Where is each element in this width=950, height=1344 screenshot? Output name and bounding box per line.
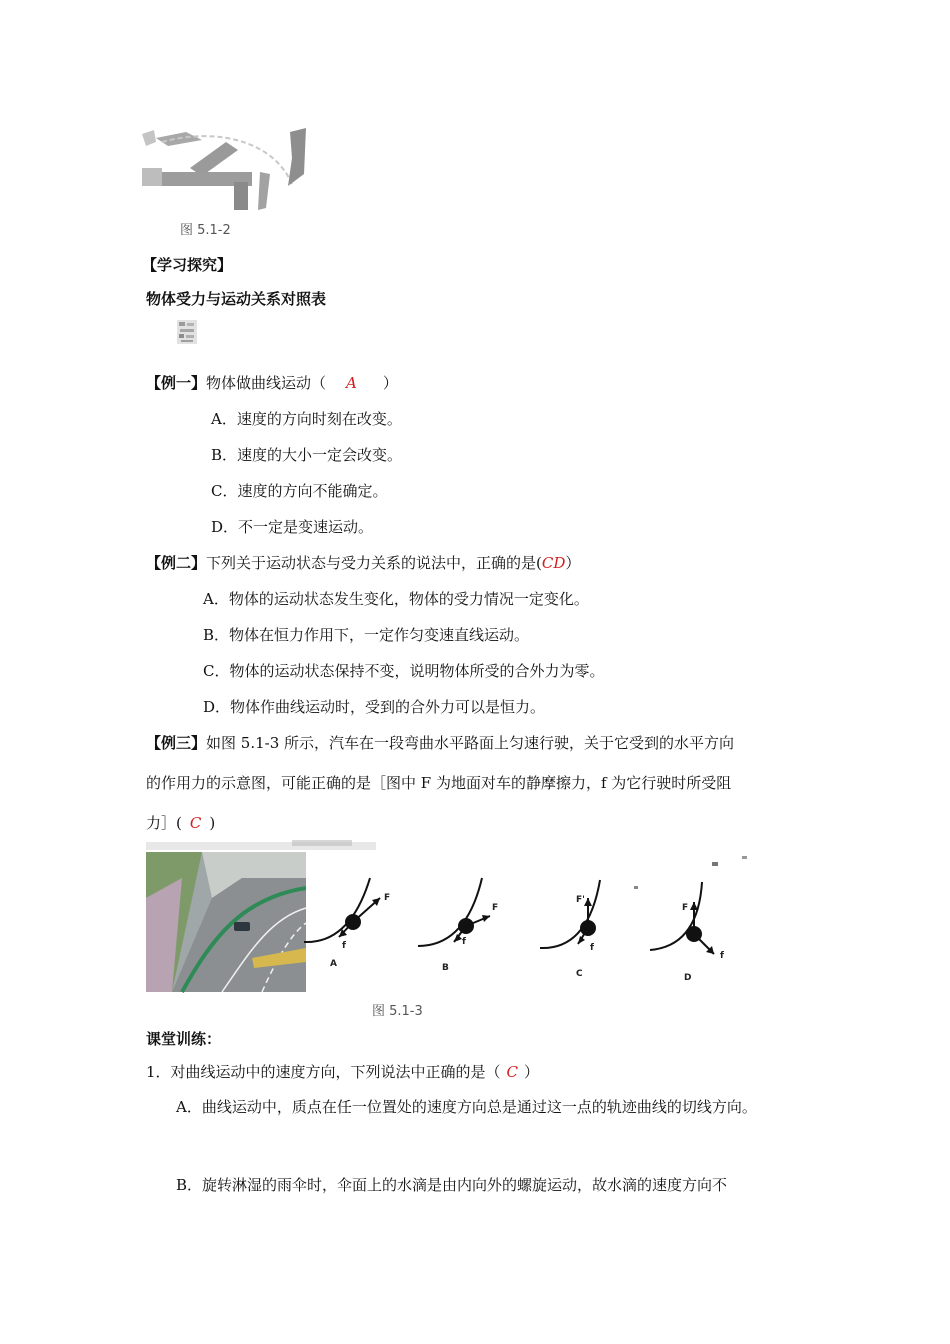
force-a-label-f-lower: f [342, 941, 346, 951]
force-a-label-f-upper: F [384, 893, 391, 903]
practice-q1-close: ） [524, 1063, 540, 1081]
example2-option-d: D．物体作曲线运动时，受到的合外力可以是恒力。 [203, 698, 546, 716]
force-b-label-f-upper: F [492, 903, 499, 913]
example2-option-b: B．物体在恒力作用下，一定作匀变速直线运动。 [203, 626, 530, 644]
practice-q1-option-a: A．曲线运动中，质点在任一位置处的速度方向总是通过这一点的轨迹曲线的切线方向。 [176, 1098, 757, 1116]
example3-answer: C [189, 814, 202, 832]
practice-q1-option-b: B．旋转淋湿的雨伞时，伞面上的水滴是由内向外的螺旋运动，故水滴的速度方向不 [176, 1176, 728, 1194]
force-d-label-f-upper: F [682, 903, 689, 913]
figure-5-1-2-image [142, 128, 308, 214]
example1-stem-text: 物体做曲线运动（ [206, 374, 327, 392]
example2-answer: CD [541, 554, 566, 572]
practice-q1-text: 1．对曲线运动中的速度方向，下列说法中正确的是（ [146, 1063, 501, 1081]
example3-line3-close: ) [209, 814, 216, 832]
example2-option-c: C．物体的运动状态保持不变，说明物体所受的合外力为零。 [203, 662, 605, 680]
table-title: 物体受力与运动关系对照表 [146, 290, 327, 308]
force-b-label-f-lower: f [462, 937, 466, 947]
example2-stem-text: 下列关于运动状态与受力关系的说法中，正确的是( [206, 554, 542, 572]
example3-label: 【例三】 [146, 734, 207, 752]
force-d-letter: D [684, 973, 692, 983]
road-photo [146, 852, 306, 992]
practice-q1-answer: C [506, 1063, 519, 1081]
force-c-letter: C [576, 969, 583, 979]
example3-line1-text: 如图 5.1-3 所示，汽车在一段弯曲水平路面上匀速行驶，关于它受到的水平方向 [206, 734, 735, 752]
practice-heading: 课堂训练： [146, 1030, 222, 1048]
force-d-label-f-lower: f [720, 951, 724, 961]
example3-line2: 的作用力的示意图，可能正确的是［图中 F 为地面对车的静摩擦力，f 为它行驶时所受阻 [146, 774, 732, 792]
example1-answer: A [346, 374, 357, 392]
example2-stem [146, 553, 580, 573]
example1-option-d: D．不一定是变速运动。 [211, 518, 374, 536]
force-c-label-f-lower: f [590, 943, 594, 953]
example1-option-b: B．速度的大小一定会改变。 [211, 446, 403, 464]
figure-5-1-3 [142, 838, 752, 998]
practice-q1 [146, 1062, 539, 1082]
force-b-letter: B [442, 963, 449, 973]
section-heading: 【学习探究】 [142, 256, 233, 274]
example2-option-a: A．物体的运动状态发生变化，物体的受力情况一定变化。 [203, 590, 589, 608]
table-image-placeholder [177, 320, 197, 344]
example3-line3-text: 力］( [146, 814, 182, 832]
force-c-label-f-upper: F' [576, 895, 585, 905]
example1-label: 【例一】 [146, 374, 207, 392]
example1-stem-close: ） [382, 374, 398, 392]
example2-stem-close: ） [565, 554, 581, 572]
figure-5-1-2-caption: 图 5.1-2 [180, 223, 231, 238]
force-a-letter: A [330, 959, 337, 969]
figure-5-1-3-caption: 图 5.1-3 [372, 1004, 423, 1019]
example3-line1 [146, 733, 734, 753]
example1-stem [146, 373, 398, 393]
example1-option-a: A．速度的方向时刻在改变。 [211, 410, 402, 428]
example3-line3 [146, 813, 215, 833]
example1-option-c: C．速度的方向不能确定。 [211, 482, 388, 500]
example2-label: 【例二】 [146, 554, 207, 572]
